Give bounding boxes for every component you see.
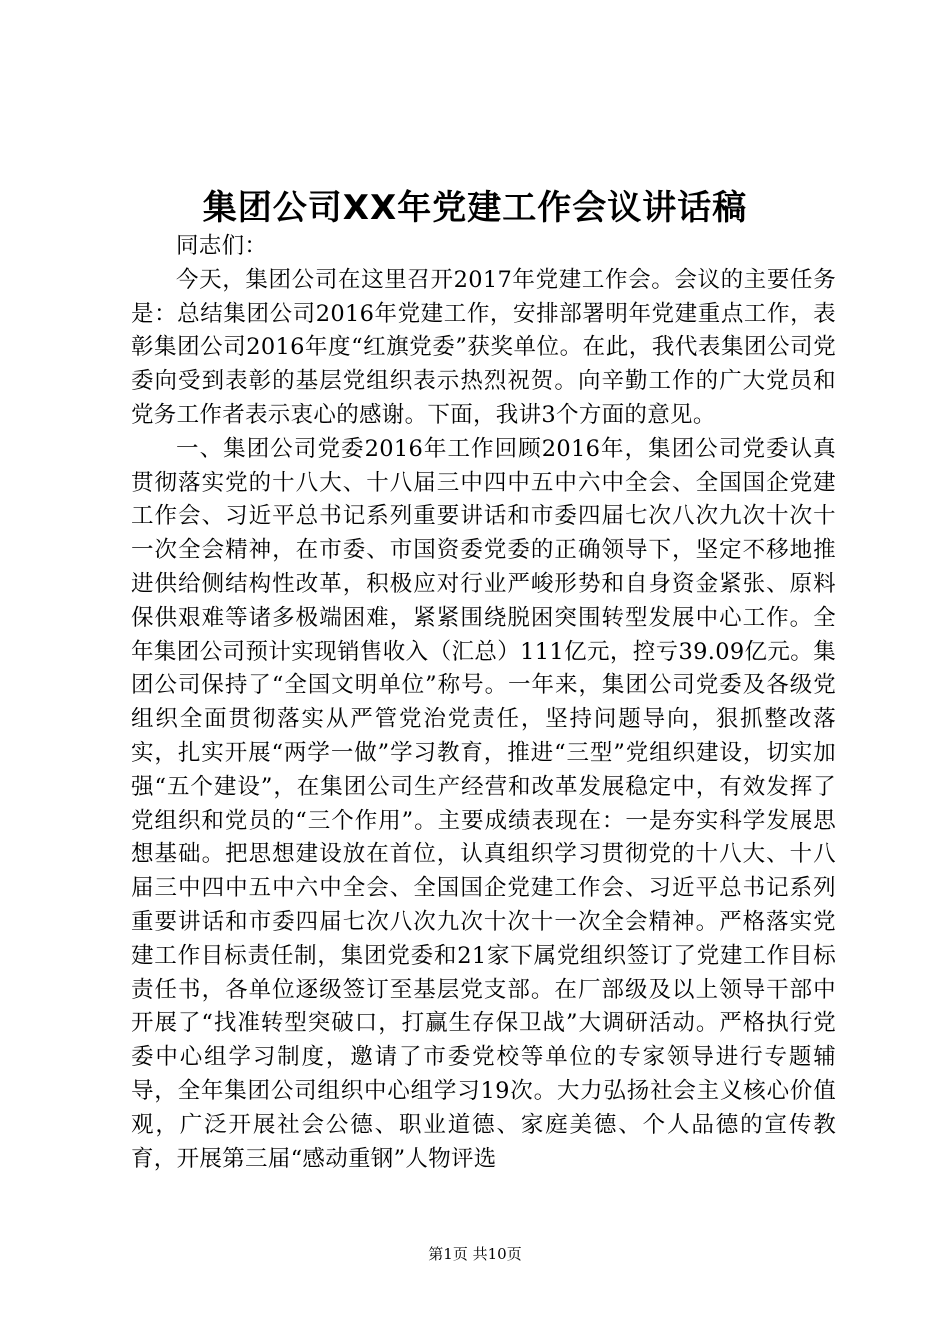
body-paragraph-review: 一、集团公司党委2016年工作回顾2016年，集团公司党委认真贯彻落实党的十八大、十八届三中四中五中六中全会、全国国企党建工作会、习近平总书记系列重要讲话和市委四届七次八次九次十次十一次全会精神，在市委、市国资委党委的正确领导下，坚定不移地推进供给侧结构性改革，积极应对行业严峻形势和自身资金紧张、原料保供艰难等诸多极端困难，紧紧围绕脱困突围转型发展中心工作。全年集团公司预计实现销售收入（汇总）111亿元，控亏39.09亿元。集团公司保持了“全国文明单位”称号。一年来，集团公司党委及各级党组织全面贯彻落实从严管党治党责任，坚持问题导向，狠抓整改落实，扎实开展“两学一做”学习教育，推进“三型”党组织建设，切实加强“五个建设”，在集团公司生产经营和改革发展稳定中，有效发挥了党组织和党员的“三个作用”。主要成绩表现在：一是夯实科学发展思想基础。把思想建设放在首位，认真组织学习贯彻党的十八大、十八届三中四中五中六中全会、全国国企党建工作会、习近平总书记系列重要讲话和市委四届七次八次九次十次十一次全会精神。严格落实党建工作目标责任制，集团党委和21家下属党组织签订了党建工作目标责任书，各单位逐级签订至基层党支部。在厂部级及以上领导干部中开展了“找准转型突破口，打赢生存保卫战”大调研活动。严格执行党委中心组学习制度，邀请了市委党校等单位的专家领导进行专题辅导，全年集团公司组织中心组学习19次。大力弘扬社会主义核心价值观，广泛开展社会公德、职业道德、家庭美德、个人品德的宣传教育，开展第三届“感动重钢”人物评选 (131, 435, 836, 1172)
body-paragraph-intro: 今天，集团公司在这里召开2017年党建工作会。会议的主要任务是：总结集团公司2016年党建工作，安排部署明年党建重点工作，表彰集团公司2016年度“红旗党委”获奖单位。在此，我代表集团公司党委向受到表彰的基层党组织表示热烈祝贺。向辛勤工作的广大党员和党务工作者表示衷心的感谢。下面，我讲3个方面的意见。 (131, 266, 836, 428)
document-title: 集团公司XX年党建工作会议讲话稿 (202, 188, 748, 228)
salutation: 同志们： (176, 233, 268, 259)
page-footer: 第1页 共10页 (428, 1245, 522, 1263)
document-body (131, 230, 836, 1176)
